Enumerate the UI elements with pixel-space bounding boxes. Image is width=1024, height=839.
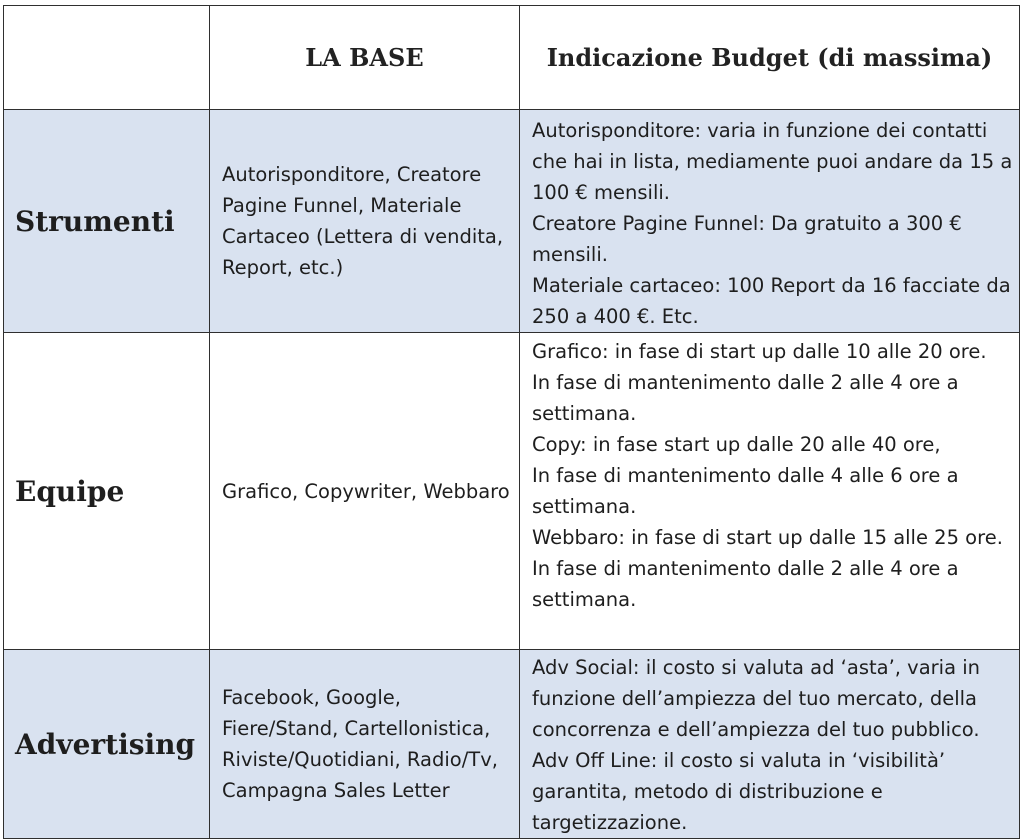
- budget-line: Autorisponditore: varia in funzione dei contatti che hai in lista, mediamente puoi andare da 15 a 100 € mensili.: [532, 119, 1013, 204]
- base-cell-advertising: Facebook, Google, Fiere/Stand, Cartellonistica, Riviste/Quotidiani, Radio/Tv, Campagna Sales Letter: [210, 650, 520, 839]
- table-row-advertising: [4, 650, 1020, 839]
- budget-line: In fase di mantenimento dalle 2 alle 4 ore a settimana.: [532, 371, 959, 425]
- budget-line: In fase di mantenimento dalle 2 alle 4 ore a settimana.: [532, 557, 959, 611]
- budget-line: Materiale cartaceo: 100 Report da 16 facciate da 250 a 400 €. Etc.: [532, 274, 1011, 328]
- row-label-strumenti: Strumenti: [4, 110, 210, 333]
- budget-cell-advertising: [520, 650, 1020, 839]
- header-la-base: LA BASE: [210, 6, 520, 110]
- budget-line: Grafico: in fase di start up dalle 10 alle 20 ore.: [532, 340, 987, 363]
- budget-line: Adv Social: il costo si valuta ad ‘asta’, varia in funzione dell’ampiezza del tuo mercato, della concorrenza e dell’ampiezza del tuo pubblico.: [532, 656, 981, 741]
- base-cell-equipe: Grafico, Copywriter, Webbaro: [210, 333, 520, 650]
- budget-line: Copy: in fase start up dalle 20 alle 40 ore,: [532, 433, 941, 456]
- table-row-strumenti: [4, 110, 1020, 333]
- budget-cell-equipe: [520, 333, 1020, 650]
- budget-cell-strumenti: [520, 110, 1020, 333]
- header-empty-cell: [4, 6, 210, 110]
- budget-line: Adv Off Line: il costo si valuta in ‘visibilità’ garantita, metodo di distribuzione e targetizzazione.: [532, 749, 946, 834]
- budget-table: [3, 5, 1020, 839]
- budget-line: Creatore Pagine Funnel: Da gratuito a 300 € mensili.: [532, 212, 962, 266]
- table-row-equipe: [4, 333, 1020, 650]
- row-label-advertising: Advertising: [4, 650, 210, 839]
- header-row: [4, 6, 1020, 110]
- budget-line: In fase di mantenimento dalle 4 alle 6 ore a settimana.: [532, 464, 959, 518]
- header-budget: Indicazione Budget (di massima): [520, 6, 1020, 110]
- budget-line: Webbaro: in fase di start up dalle 15 alle 25 ore.: [532, 526, 1003, 549]
- row-label-equipe: Equipe: [4, 333, 210, 650]
- base-cell-strumenti: Autorisponditore, Creatore Pagine Funnel, Materiale Cartaceo (Lettera di vendita, Report, etc.): [210, 110, 520, 333]
